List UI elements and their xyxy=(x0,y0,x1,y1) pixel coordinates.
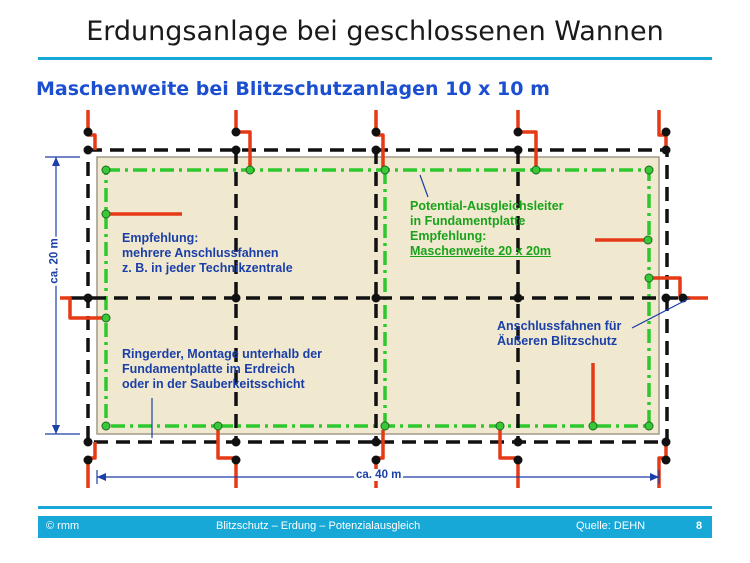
slide-title: Erdungsanlage bei geschlossenen Wannen xyxy=(86,16,664,47)
footer-copyright: © rmm xyxy=(46,520,80,532)
footer-source: Quelle: DEHN xyxy=(576,520,646,532)
label-recommendation-left: Empfehlung: mehrere Anschlussfahnen z. B. in jeder Technikzentrale xyxy=(122,231,293,275)
footer-rule xyxy=(38,506,712,509)
footer-topic: Blitzschutz – Erdung – Potenzialausgleich xyxy=(216,520,421,532)
label-equipotential: Potential-Ausgleichsleiter in Fundamentplatte Empfehlung: Maschenweite 20 x 20m xyxy=(410,199,564,258)
dimension-label-horizontal: ca. 40 m xyxy=(356,469,402,481)
label-ring-electrode: Ringerder, Montage unterhalb der Fundamentplatte im Erdreich oder in der Sauberkeitsschicht xyxy=(122,347,323,391)
page-number: 8 xyxy=(696,520,703,532)
dimension-label-vertical: ca. 20 m xyxy=(48,238,61,284)
slide-subtitle: Maschenweite bei Blitzschutzanlagen 10 x 10 m xyxy=(36,78,550,100)
footer-bar xyxy=(38,516,712,538)
label-terminal-lugs: Anschlussfahnen für Äußeren Blitzschutz xyxy=(497,319,622,348)
